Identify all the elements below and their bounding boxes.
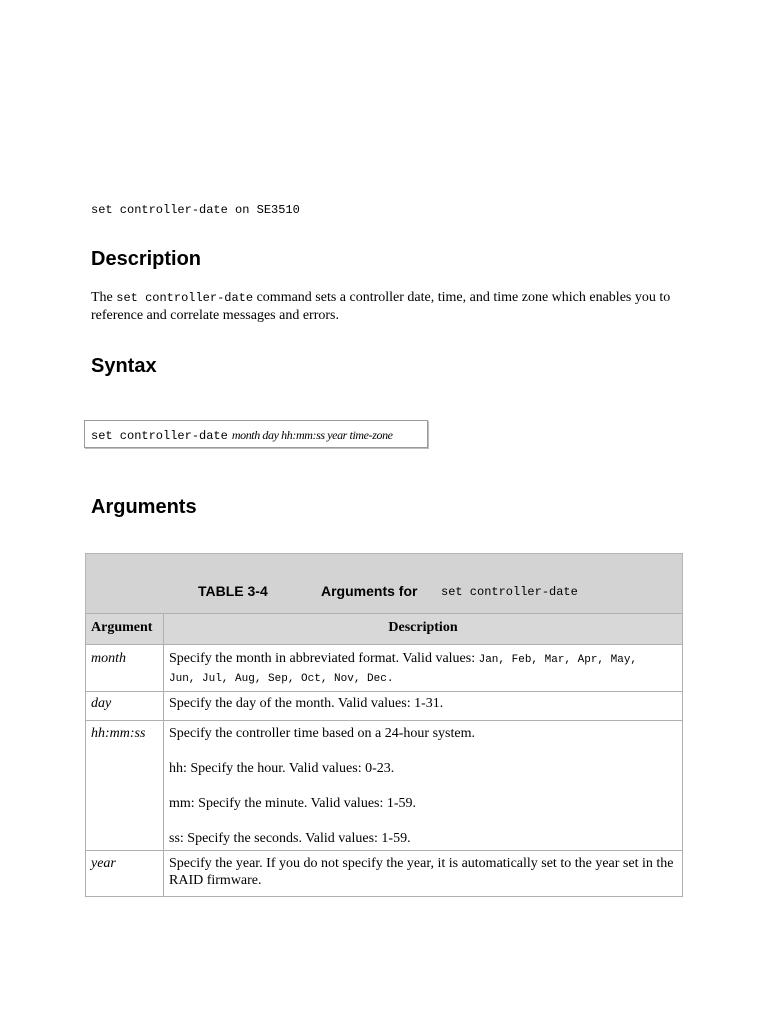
argument-cell: day [86, 692, 164, 721]
table-row [86, 721, 683, 851]
description-paragraph [91, 289, 691, 324]
month-values-line2: Jun, Jul, Aug, Sep, Oct, Nov, Dec. [169, 673, 394, 685]
table-row [86, 645, 683, 692]
table-title: Arguments for [321, 583, 418, 599]
seconds-text: ss: Specify the seconds. Valid values: 1-59. [169, 831, 411, 846]
syntax-command: set controller-date [91, 429, 228, 443]
argument-cell: year [86, 851, 164, 897]
description-cell [164, 645, 683, 692]
description-text-pre: The [91, 290, 117, 305]
table-row [86, 692, 683, 721]
description-cell: Specify the day of the month. Valid values: 1-31. [164, 692, 683, 721]
arguments-heading: Arguments [91, 496, 197, 518]
arguments-grid [85, 613, 683, 897]
row-text: Specify the controller time based on a 24-hour system. [169, 726, 475, 741]
argument-cell: hh:mm:ss [86, 721, 164, 851]
row-text: Specify the month in abbreviated format. Valid values: [169, 651, 479, 666]
description-code: set controller-date [116, 291, 254, 305]
syntax-heading: Syntax [91, 355, 157, 377]
header-argument: Argument [86, 614, 164, 645]
hour-text: hh: Specify the hour. Valid values: 0-23. [169, 761, 395, 776]
header-description: Description [164, 614, 683, 645]
month-values-line1: Jan, Feb, Mar, Apr, May, [478, 654, 638, 666]
table-title-command: set controller-date [441, 585, 578, 599]
example-command: set controller-date on SE3510 [91, 203, 300, 217]
description-cell [164, 721, 683, 851]
table-row [86, 851, 683, 897]
description-heading: Description [91, 248, 202, 270]
syntax-args: month day hh:mm:ss year time-zone [231, 428, 393, 442]
minute-text: mm: Specify the minute. Valid values: 1-59. [169, 796, 417, 811]
table-caption [85, 553, 683, 613]
arguments-table [85, 553, 683, 895]
description-cell: Specify the year. If you do not specify the year, it is automatically set to the year set in the RAID firmware. [164, 851, 683, 897]
table-header-row [86, 614, 683, 645]
description-text-post: command sets a controller date, time, and time zone which enables you to reference and correlate messages and errors. [91, 290, 671, 323]
table-number: TABLE 3-4 [198, 583, 268, 599]
argument-cell: month [86, 645, 164, 692]
syntax-box [84, 420, 428, 448]
